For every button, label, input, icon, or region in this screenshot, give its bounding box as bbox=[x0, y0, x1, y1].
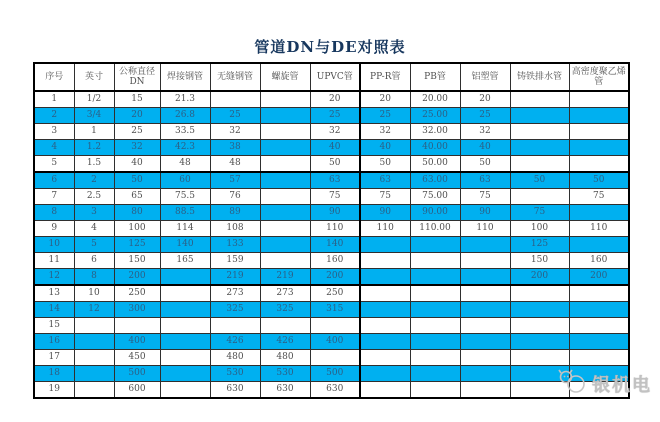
cell bbox=[74, 334, 114, 350]
cell: 15 bbox=[114, 91, 160, 108]
table-row bbox=[34, 237, 629, 253]
column-header: 螺旋管 bbox=[260, 63, 310, 91]
cell: 80 bbox=[114, 205, 160, 221]
column-header: 焊接钢管 bbox=[160, 63, 210, 91]
cell: 150 bbox=[510, 253, 569, 269]
cell bbox=[360, 366, 410, 382]
cell bbox=[410, 253, 460, 269]
cell: 50 bbox=[360, 156, 410, 173]
cell: 16 bbox=[34, 334, 74, 350]
cell: 12 bbox=[34, 269, 74, 286]
cell: 48 bbox=[210, 156, 260, 173]
cell: 90.00 bbox=[410, 205, 460, 221]
cell: 133 bbox=[210, 237, 260, 253]
cell bbox=[410, 318, 460, 334]
table-row bbox=[34, 253, 629, 269]
cell bbox=[510, 285, 569, 302]
cell bbox=[410, 350, 460, 366]
cell: 125 bbox=[510, 237, 569, 253]
cell: 32 bbox=[114, 140, 160, 156]
table-row bbox=[34, 221, 629, 237]
cell bbox=[510, 124, 569, 140]
cell: 114 bbox=[160, 221, 210, 237]
cell bbox=[260, 124, 310, 140]
cell: 200 bbox=[569, 269, 629, 286]
bird-doodle-icon bbox=[557, 369, 591, 399]
cell: 25.00 bbox=[410, 108, 460, 124]
cell: 300 bbox=[114, 302, 160, 318]
cell: 4 bbox=[74, 221, 114, 237]
cell bbox=[460, 382, 510, 399]
cell: 32.00 bbox=[410, 124, 460, 140]
cell bbox=[360, 269, 410, 286]
cell: 1 bbox=[74, 124, 114, 140]
cell bbox=[460, 334, 510, 350]
table-row bbox=[34, 285, 629, 302]
cell bbox=[260, 172, 310, 189]
cell bbox=[510, 334, 569, 350]
cell bbox=[569, 140, 629, 156]
cell bbox=[569, 302, 629, 318]
cell: 40 bbox=[360, 140, 410, 156]
table-row bbox=[34, 108, 629, 124]
cell: 600 bbox=[114, 382, 160, 399]
cell bbox=[160, 350, 210, 366]
cell: 4 bbox=[34, 140, 74, 156]
cell bbox=[260, 237, 310, 253]
cell: 110 bbox=[360, 221, 410, 237]
dn-de-comparison-table bbox=[33, 62, 630, 399]
cell bbox=[360, 382, 410, 399]
cell: 75 bbox=[310, 189, 360, 205]
cell bbox=[260, 140, 310, 156]
column-header: 英寸 bbox=[74, 63, 114, 91]
cell: 88.5 bbox=[160, 205, 210, 221]
cell: 50 bbox=[569, 172, 629, 189]
cell: 75 bbox=[360, 189, 410, 205]
cell bbox=[460, 285, 510, 302]
table-row bbox=[34, 366, 629, 382]
cell: 630 bbox=[310, 382, 360, 399]
cell: 32 bbox=[310, 124, 360, 140]
cell bbox=[114, 318, 160, 334]
cell: 273 bbox=[210, 285, 260, 302]
table-row bbox=[34, 382, 629, 399]
cell: 20 bbox=[360, 91, 410, 108]
cell bbox=[260, 205, 310, 221]
cell: 7 bbox=[34, 189, 74, 205]
cell: 13 bbox=[34, 285, 74, 302]
cell: 63 bbox=[360, 172, 410, 189]
table-row bbox=[34, 172, 629, 189]
cell: 110.00 bbox=[410, 221, 460, 237]
cell bbox=[210, 91, 260, 108]
cell: 1.2 bbox=[74, 140, 114, 156]
cell: 38 bbox=[210, 140, 260, 156]
cell: 10 bbox=[74, 285, 114, 302]
cell: 480 bbox=[260, 350, 310, 366]
table-row bbox=[34, 156, 629, 173]
cell bbox=[74, 350, 114, 366]
cell bbox=[460, 350, 510, 366]
cell bbox=[160, 334, 210, 350]
cell: 630 bbox=[260, 382, 310, 399]
cell: 325 bbox=[260, 302, 310, 318]
cell bbox=[210, 318, 260, 334]
cell: 426 bbox=[210, 334, 260, 350]
cell: 150 bbox=[114, 253, 160, 269]
cell: 110 bbox=[460, 221, 510, 237]
cell: 60 bbox=[160, 172, 210, 189]
cell: 200 bbox=[510, 269, 569, 286]
cell: 90 bbox=[460, 205, 510, 221]
cell bbox=[360, 285, 410, 302]
cell: 400 bbox=[114, 334, 160, 350]
watermark bbox=[557, 370, 652, 398]
cell: 20.00 bbox=[410, 91, 460, 108]
cell: 250 bbox=[310, 285, 360, 302]
cell: 3/4 bbox=[74, 108, 114, 124]
cell: 32 bbox=[460, 124, 510, 140]
table-row bbox=[34, 318, 629, 334]
cell: 450 bbox=[114, 350, 160, 366]
table-row bbox=[34, 140, 629, 156]
cell: 630 bbox=[210, 382, 260, 399]
table-header bbox=[34, 63, 629, 91]
cell: 89 bbox=[210, 205, 260, 221]
cell: 530 bbox=[210, 366, 260, 382]
cell: 25 bbox=[114, 124, 160, 140]
cell: 25 bbox=[460, 108, 510, 124]
cell: 32 bbox=[360, 124, 410, 140]
cell: 75.5 bbox=[160, 189, 210, 205]
table-row bbox=[34, 302, 629, 318]
cell: 11 bbox=[34, 253, 74, 269]
cell: 50.00 bbox=[410, 156, 460, 173]
table-row bbox=[34, 124, 629, 140]
cell: 14 bbox=[34, 302, 74, 318]
header-row bbox=[34, 63, 629, 91]
cell: 40 bbox=[460, 140, 510, 156]
cell bbox=[260, 156, 310, 173]
cell bbox=[510, 108, 569, 124]
cell: 20 bbox=[460, 91, 510, 108]
cell: 3 bbox=[34, 124, 74, 140]
column-header: 铝塑管 bbox=[460, 63, 510, 91]
cell bbox=[460, 269, 510, 286]
cell: 5 bbox=[34, 156, 74, 173]
cell bbox=[360, 350, 410, 366]
cell: 159 bbox=[210, 253, 260, 269]
cell: 12 bbox=[74, 302, 114, 318]
cell: 250 bbox=[114, 285, 160, 302]
table-row bbox=[34, 205, 629, 221]
cell bbox=[74, 366, 114, 382]
table-row bbox=[34, 189, 629, 205]
cell: 18 bbox=[34, 366, 74, 382]
cell: 25 bbox=[310, 108, 360, 124]
cell: 3 bbox=[74, 205, 114, 221]
cell bbox=[260, 318, 310, 334]
cell: 42.3 bbox=[160, 140, 210, 156]
cell: 2 bbox=[74, 172, 114, 189]
column-header: 无缝钢管 bbox=[210, 63, 260, 91]
cell bbox=[410, 285, 460, 302]
cell: 100 bbox=[510, 221, 569, 237]
table-row bbox=[34, 269, 629, 286]
cell: 110 bbox=[569, 221, 629, 237]
cell: 1.5 bbox=[74, 156, 114, 173]
cell: 8 bbox=[34, 205, 74, 221]
cell: 110 bbox=[310, 221, 360, 237]
cell: 2.5 bbox=[74, 189, 114, 205]
cell bbox=[510, 302, 569, 318]
cell bbox=[160, 382, 210, 399]
table-row bbox=[34, 334, 629, 350]
cell: 100 bbox=[114, 221, 160, 237]
cell: 50 bbox=[510, 172, 569, 189]
cell bbox=[360, 334, 410, 350]
cell: 9 bbox=[34, 221, 74, 237]
cell: 140 bbox=[160, 237, 210, 253]
cell: 5 bbox=[74, 237, 114, 253]
cell bbox=[410, 237, 460, 253]
cell bbox=[160, 302, 210, 318]
cell: 500 bbox=[310, 366, 360, 382]
cell bbox=[510, 91, 569, 108]
cell: 57 bbox=[210, 172, 260, 189]
cell bbox=[510, 189, 569, 205]
cell: 6 bbox=[34, 172, 74, 189]
cell bbox=[410, 334, 460, 350]
cell bbox=[260, 189, 310, 205]
page-title: 管道DN与DE对照表 bbox=[254, 38, 406, 56]
cell: 75 bbox=[510, 205, 569, 221]
cell bbox=[569, 124, 629, 140]
cell bbox=[460, 366, 510, 382]
cell: 19 bbox=[34, 382, 74, 399]
cell bbox=[510, 318, 569, 334]
cell bbox=[260, 253, 310, 269]
cell: 125 bbox=[114, 237, 160, 253]
cell bbox=[260, 91, 310, 108]
cell: 10 bbox=[34, 237, 74, 253]
cell: 63.00 bbox=[410, 172, 460, 189]
cell: 63 bbox=[310, 172, 360, 189]
cell bbox=[160, 318, 210, 334]
cell bbox=[160, 269, 210, 286]
cell bbox=[569, 91, 629, 108]
cell: 1/2 bbox=[74, 91, 114, 108]
column-header: PP-R管 bbox=[360, 63, 410, 91]
cell: 75 bbox=[569, 189, 629, 205]
cell: 530 bbox=[260, 366, 310, 382]
cell: 50 bbox=[114, 172, 160, 189]
cell: 200 bbox=[114, 269, 160, 286]
cell: 200 bbox=[310, 269, 360, 286]
cell bbox=[569, 334, 629, 350]
cell: 25 bbox=[360, 108, 410, 124]
cell: 76 bbox=[210, 189, 260, 205]
cell bbox=[160, 285, 210, 302]
cell: 165 bbox=[160, 253, 210, 269]
cell bbox=[410, 382, 460, 399]
cell bbox=[160, 366, 210, 382]
cell bbox=[74, 382, 114, 399]
cell: 40 bbox=[114, 156, 160, 173]
cell: 50 bbox=[460, 156, 510, 173]
cell: 15 bbox=[34, 318, 74, 334]
cell: 219 bbox=[210, 269, 260, 286]
cell: 21.3 bbox=[160, 91, 210, 108]
cell: 90 bbox=[360, 205, 410, 221]
cell: 26.8 bbox=[160, 108, 210, 124]
column-header: 高密度聚乙烯管 bbox=[569, 63, 629, 91]
watermark-text: 银机电 bbox=[592, 375, 652, 396]
cell: 63 bbox=[460, 172, 510, 189]
cell: 108 bbox=[210, 221, 260, 237]
column-header: 公称直径DN bbox=[114, 63, 160, 91]
cell: 480 bbox=[210, 350, 260, 366]
cell: 75.00 bbox=[410, 189, 460, 205]
cell: 219 bbox=[260, 269, 310, 286]
cell bbox=[569, 156, 629, 173]
cell: 25 bbox=[210, 108, 260, 124]
cell bbox=[74, 318, 114, 334]
cell bbox=[410, 302, 460, 318]
cell: 65 bbox=[114, 189, 160, 205]
cell bbox=[310, 350, 360, 366]
cell bbox=[460, 253, 510, 269]
cell bbox=[260, 221, 310, 237]
cell: 48 bbox=[160, 156, 210, 173]
cell: 32 bbox=[210, 124, 260, 140]
cell bbox=[260, 108, 310, 124]
cell: 75 bbox=[460, 189, 510, 205]
table-row bbox=[34, 91, 629, 108]
column-header: UPVC管 bbox=[310, 63, 360, 91]
cell: 8 bbox=[74, 269, 114, 286]
cell bbox=[510, 156, 569, 173]
cell bbox=[510, 350, 569, 366]
cell bbox=[569, 318, 629, 334]
cell bbox=[360, 318, 410, 334]
cell: 40 bbox=[310, 140, 360, 156]
cell bbox=[310, 318, 360, 334]
cell bbox=[460, 318, 510, 334]
cell bbox=[460, 237, 510, 253]
cell: 6 bbox=[74, 253, 114, 269]
cell: 160 bbox=[310, 253, 360, 269]
cell: 325 bbox=[210, 302, 260, 318]
cell bbox=[410, 269, 460, 286]
cell bbox=[569, 350, 629, 366]
cell: 426 bbox=[260, 334, 310, 350]
cell bbox=[569, 205, 629, 221]
cell bbox=[569, 237, 629, 253]
cell: 33.5 bbox=[160, 124, 210, 140]
cell: 1 bbox=[34, 91, 74, 108]
cell: 40.00 bbox=[410, 140, 460, 156]
cell bbox=[569, 108, 629, 124]
cell bbox=[360, 237, 410, 253]
cell bbox=[360, 253, 410, 269]
table-body bbox=[34, 91, 629, 398]
cell bbox=[510, 140, 569, 156]
cell: 500 bbox=[114, 366, 160, 382]
cell: 20 bbox=[114, 108, 160, 124]
cell: 160 bbox=[569, 253, 629, 269]
cell bbox=[569, 285, 629, 302]
cell: 50 bbox=[310, 156, 360, 173]
cell: 400 bbox=[310, 334, 360, 350]
cell: 315 bbox=[310, 302, 360, 318]
cell: 140 bbox=[310, 237, 360, 253]
column-header: PB管 bbox=[410, 63, 460, 91]
cell: 273 bbox=[260, 285, 310, 302]
cell bbox=[460, 302, 510, 318]
column-header: 序号 bbox=[34, 63, 74, 91]
cell: 2 bbox=[34, 108, 74, 124]
cell: 20 bbox=[310, 91, 360, 108]
table-row bbox=[34, 350, 629, 366]
cell: 17 bbox=[34, 350, 74, 366]
cell: 90 bbox=[310, 205, 360, 221]
column-header: 铸铁排水管 bbox=[510, 63, 569, 91]
cell bbox=[360, 302, 410, 318]
cell bbox=[410, 366, 460, 382]
